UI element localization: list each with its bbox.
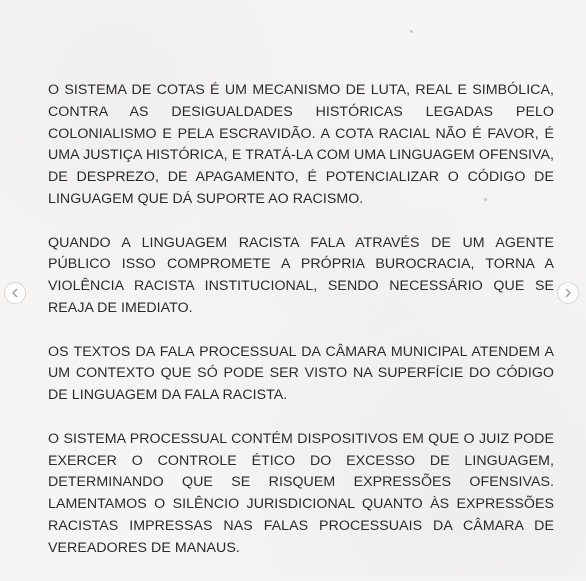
paragraph-1: O SISTEMA DE COTAS É UM MECANISMO DE LUTA, REAL E SIMBÓLICA, CONTRA AS DESIGUALDADES HISTÓRICAS LEGADAS PELO COLONIALISMO E PELA ESCRAVIDÃO. A COTA RACIAL NÃO É FAVOR, É UMA JUSTIÇA HISTÓRICA, E TRATÁ-LA COM UMA LINGUAGEM OFENSIVA, DE DESPREZO, DE APAGAMENTO, É POTENCIALIZAR O CÓDIGO DE LINGUAGEM QUE DÁ SUPORTE AO RACISMO.	[48, 82, 554, 207]
paragraph-3: OS TEXTOS DA FALA PROCESSUAL DA CÂMARA MUNICIPAL ATENDEM A UM CONTEXTO QUE SÓ PODE SER VISTO NA SUPERFÍCIE DO CÓDIGO DE LINGUAGEM DA FALA RACISTA.	[48, 343, 554, 404]
chevron-left-icon	[10, 288, 20, 298]
carousel-next-button[interactable]	[557, 282, 579, 304]
paragraph-4: O SISTEMA PROCESSUAL CONTÉM DISPOSITIVOS EM QUE O JUIZ PODE EXERCER O CONTROLE ÉTICO DO EXCESSO DE LINGUAGEM, DETERMINANDO QUE SE RISQUEM EXPRESSÕES OFENSIVAS. LAMENTAMOS O SILÊNCIO JURISDICIONAL QUANTO ÀS EXPRESSÕES RACISTAS IMPRESSAS NAS FALAS PROCESSUAIS DA CÂMARA DE VEREADORES DE MANAUS.	[48, 430, 554, 556]
paper-speck	[410, 30, 413, 33]
paragraph-2: QUANDO A LINGUAGEM RACISTA FALA ATRAVÉS DE UM AGENTE PÚBLICO ISSO COMPROMETE A PRÓPRIA BUROCRACIA, TORNA A VIOLÊNCIA RACISTA INSTITUCIONAL, SENDO NECESSÁRIO QUE SE REAJA DE IMEDIATO.	[48, 234, 554, 316]
chevron-right-icon	[563, 288, 573, 298]
carousel-prev-button[interactable]	[4, 282, 26, 304]
post-text	[48, 80, 554, 581]
